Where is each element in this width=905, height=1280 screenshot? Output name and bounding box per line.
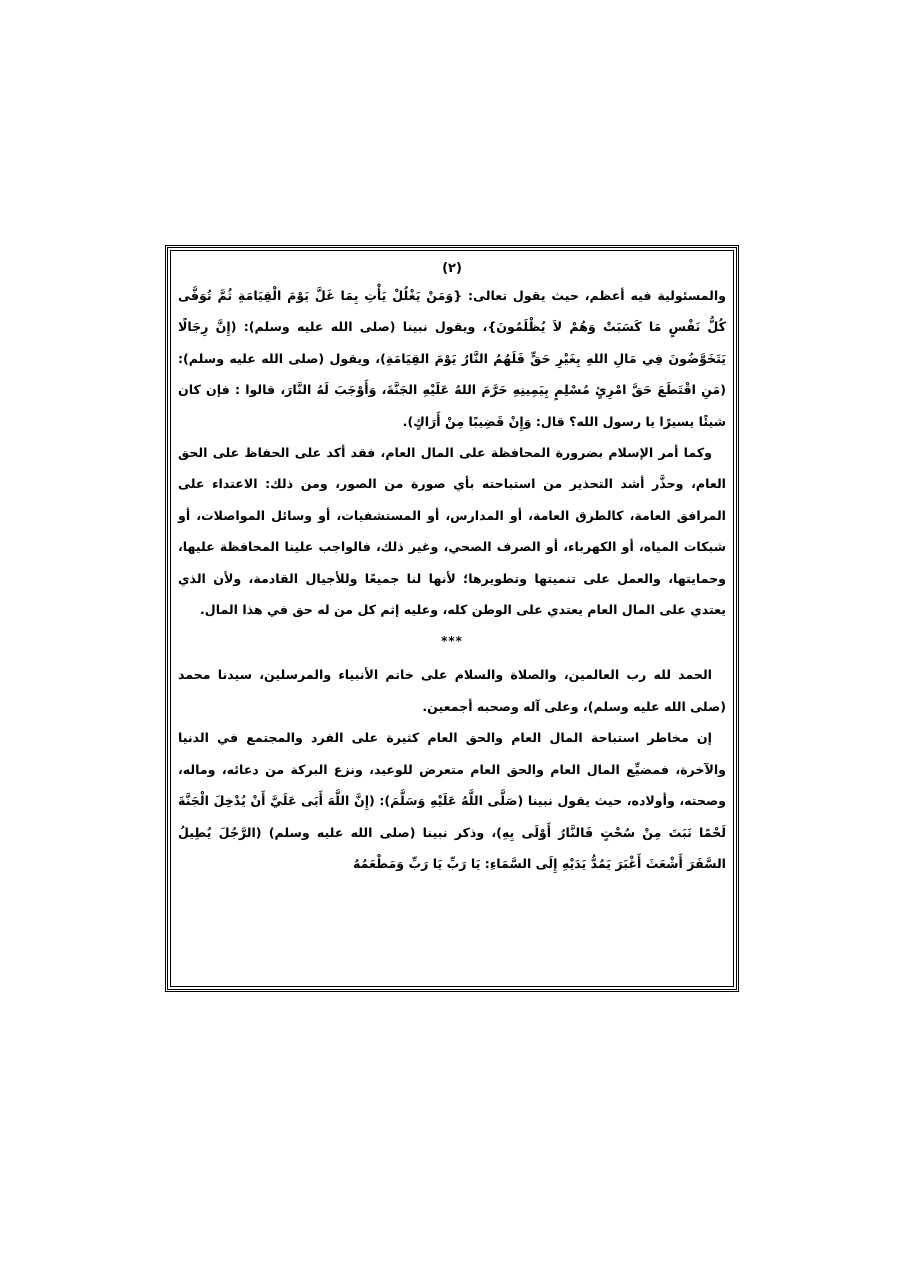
- paragraph-public-rights: وكما أمر الإسلام بضرورة المحافظة على المال العام، فقد أكد على الحفاظ على الحق العام، وحذَّر أشد التحذير من استباحته بأي صورة من الصور، ومن ذلك: الاعتداء على المرافق العامة، كالطرق العامة، أو المدارس، أو المستشفيات، أو وسائل المواصلات، أو شبكات المياه، أو الكهرباء، أو الصرف الصحي، وغير ذلك، فالواجب علينا المحافظة عليها، وحمايتها، والعمل على تنميتها وتطويرها؛ لأنها لنا جميعًا وللأجيال القادمة، ولأن الذي يعتدي على المال العام يعتدي على الوطن كله، وعليه إثم كل من له حق في هذا المال.: [178, 445, 726, 618]
- section-separator: ***: [441, 634, 463, 649]
- page-number: (٢): [442, 261, 462, 276]
- paragraph-praise: الحمد لله رب العالمين، والصلاة والسلام على خاتم الأنبياء والمرسلين، سيدنا محمد (صلى الله عليه وسلم)، وعلى آله وصحبه أجمعين.: [178, 667, 726, 714]
- paragraph-hadith-quotes: والمسئولية فيه أعظم، حيث يقول تعالى: {وَمَنْ يَغْلُلْ يَأْتِ بِمَا غَلَّ يَوْمَ الْقِيَامَةِ ثُمَّ تُوَفَّى كُلُّ نَفْسٍ مَا كَسَبَتْ وَهُمْ لاَ يُظْلَمُونَ}، ويقول نبينا (صلى الله عليه وسلم): (إِنَّ رِجَالًا يَتَخَوَّضُونَ فِي مَالِ اللهِ بِغَيْرِ حَقٍّ فَلَهُمُ النَّارُ يَوْمَ القِيَامَةِ)، ويقول (صلى الله عليه وسلم): (مَنِ اقْتَطَعَ حَقَّ امْرِئٍ مُسْلِمٍ بِيَمِينِهِ حَرَّمَ اللهُ عَلَيْهِ الجَنَّةَ، وَأَوْجَبَ لَهُ النَّارَ، قالوا : فإن كان شيئًا يسيرًا يا رسول الله؟ قال: وَإِنْ قَضِيبًا مِنْ أَرَاكٍ).: [178, 288, 726, 429]
- content-frame: [165, 245, 739, 992]
- paragraph-dangers: إن مخاطر استباحة المال العام والحق العام كثيرة على الفرد والمجتمع في الدنيا والآخرة، فمضيِّع المال العام والحق العام متعرض للوعيد، ونزع البركة من دعائه، وماله، وصحته، وأولاده، حيث يقول نبينا (صَلَّى اللَّهُ عَلَيْهِ وَسَلَّمَ): (إِنَّ اللَّهَ أَبَى عَلَيَّ أَنْ يُدْخِلَ الْجَنَّةَ لَحْمًا نَبَتَ مِنْ سُحْتٍ فَالنَّارُ أَوْلَى بِهِ)، وذكر نبينا (صلى الله عليه وسلم) (الرَّجُلَ يُطِيلُ السَّفَرَ أَشْعَثَ أَغْبَرَ يَمُدُّ يَدَيْهِ إِلَى السَّمَاءِ: يَا رَبِّ يَا رَبِّ وَمَطْعَمُهُ: [178, 730, 726, 871]
